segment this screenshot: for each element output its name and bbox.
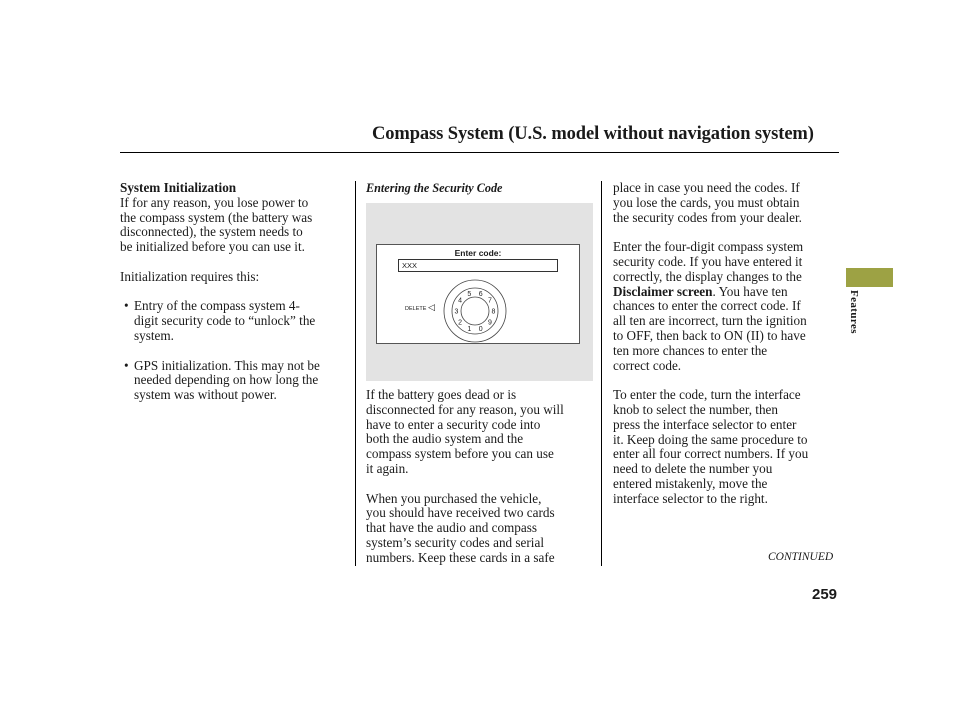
cards-continued-paragraph	[613, 181, 845, 225]
text-line: you lose the cards, you must obtain	[613, 194, 800, 210]
dial-digit: 7	[488, 297, 492, 305]
text-line	[613, 285, 845, 300]
dial-digit: 0	[478, 325, 483, 333]
requires-text: Initialization requires this:	[120, 268, 260, 284]
delete-arrow-icon: ◁	[427, 302, 435, 312]
dial-digit: 8	[491, 308, 496, 316]
bullet-item	[120, 359, 352, 403]
delete-text: DELETE	[405, 306, 427, 312]
enter-code-paragraph	[613, 240, 845, 373]
security-code-figure	[366, 203, 593, 381]
bullet-icon: •	[124, 298, 129, 314]
column-2-text	[366, 388, 598, 566]
text-line: security code. If you have entered it	[613, 253, 803, 269]
text-line: have to enter a security code into	[366, 416, 541, 432]
text-line: the security codes from your dealer.	[613, 209, 802, 225]
text-line: that have the audio and compass	[366, 520, 538, 536]
text-line: all ten are incorrect, turn the ignition	[613, 313, 807, 329]
text-fragment: . You have ten	[712, 283, 788, 299]
text-line: it. Keep doing the same procedure to	[613, 431, 808, 447]
text-line: entered mistakenly, move the	[613, 475, 768, 491]
text-line: press the interface selector to enter	[613, 416, 797, 432]
dial-digit: 9	[488, 319, 492, 327]
column-2	[366, 181, 598, 196]
text-line: it again.	[366, 460, 409, 476]
text-line: Enter the four-digit compass system	[613, 239, 804, 255]
page-title: Compass System (U.S. model without navigation system)	[372, 124, 814, 144]
text-line: If the battery goes dead or is	[366, 387, 517, 402]
text-line: to OFF, then back to ON (II) to have	[613, 327, 806, 343]
knob-procedure-paragraph	[613, 388, 845, 506]
text-line: correct code.	[613, 357, 682, 373]
text-line: correctly, the display changes to the	[613, 268, 802, 284]
text-line: compass system before you can use	[366, 446, 554, 462]
page-number: 259	[812, 586, 838, 603]
dial-digit: 6	[478, 290, 483, 298]
text-line: place in case you need the codes. If	[613, 180, 800, 195]
text-line: disconnected for any reason, you will	[366, 401, 564, 417]
text-line: needed depending on how long the	[134, 372, 319, 388]
code-entry-field: XXX	[398, 259, 558, 272]
bullet-item	[120, 299, 352, 343]
figure-caption: Entering the Security Code	[366, 181, 503, 195]
text-line: be initialized before you can use it.	[120, 239, 305, 255]
disclaimer-screen-term: Disclaimer screen	[613, 283, 713, 299]
text-line: both the audio system and the	[366, 431, 524, 447]
text-line: knob to select the number, then	[613, 401, 779, 417]
text-line: When you purchased the vehicle,	[366, 490, 542, 506]
text-line: To enter the code, turn the interface	[613, 387, 801, 403]
display-screen	[376, 244, 580, 344]
dial-digit: 4	[458, 297, 462, 305]
battery-paragraph	[366, 388, 598, 477]
column-divider	[355, 181, 356, 566]
dial-digit: 1	[467, 325, 472, 333]
intro-paragraph	[120, 196, 352, 255]
text-line: digit security code to “unlock” the	[134, 313, 316, 329]
text-line: system.	[134, 327, 174, 343]
interface-dial-icon	[441, 277, 509, 345]
column-1	[120, 181, 352, 403]
dial-digit: 2	[458, 319, 462, 327]
cards-paragraph	[366, 492, 598, 566]
text-line: system’s security codes and serial	[366, 534, 544, 550]
column-divider	[601, 181, 602, 566]
text-line: disconnected), the system needs to	[120, 224, 303, 240]
bullet-icon: •	[124, 357, 129, 373]
text-line: the compass system (the battery was	[120, 209, 313, 225]
continued-label: CONTINUED	[768, 551, 834, 563]
title-rule	[120, 152, 839, 153]
text-line: need to delete the number you	[613, 461, 773, 477]
dial-digit: 3	[454, 308, 459, 316]
section-heading: System Initialization	[120, 180, 237, 195]
text-line: ten more chances to enter the	[613, 342, 768, 358]
text-line: interface selector to the right.	[613, 490, 768, 506]
text-line: numbers. Keep these cards in a safe	[366, 549, 555, 565]
text-line: If for any reason, you lose power to	[120, 194, 309, 210]
delete-label	[405, 302, 435, 313]
column-3	[613, 181, 845, 507]
text-line: Entry of the compass system 4-	[134, 298, 300, 314]
text-line: you should have received two cards	[366, 505, 555, 521]
text-line: system was without power.	[134, 387, 277, 403]
dial-digit: 5	[467, 290, 472, 298]
text-line: chances to enter the correct code. If	[613, 298, 801, 314]
text-line: GPS initialization. This may not be	[134, 357, 320, 373]
enter-code-label: Enter code:	[454, 248, 502, 258]
section-tab	[846, 268, 893, 287]
text-line: enter all four correct numbers. If you	[613, 446, 809, 462]
side-section-label: Features	[848, 290, 860, 334]
